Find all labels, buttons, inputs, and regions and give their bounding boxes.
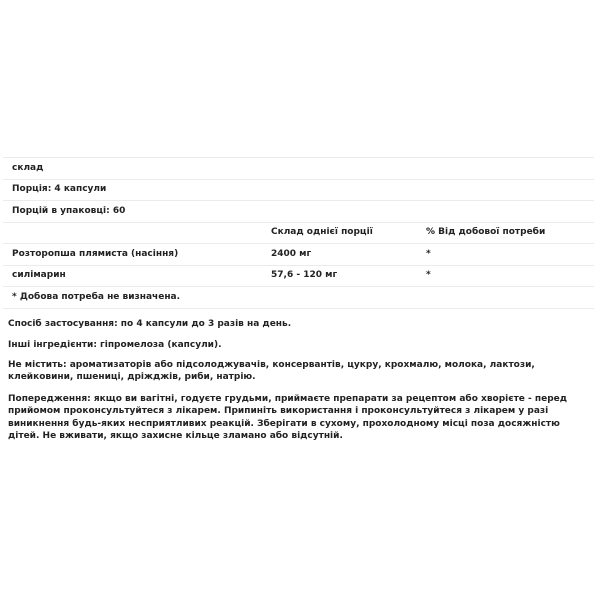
servings-per-container: Порцій в упаковці: 60 <box>3 201 594 223</box>
serving-size: Порція: 4 капсули <box>3 179 594 201</box>
ingredient-name: силімарин <box>3 265 262 287</box>
table-row-servings-per-container <box>3 201 594 223</box>
table-row <box>3 244 594 266</box>
table-row-serving-size <box>3 179 594 201</box>
column-header-daily-value: % Від добової потреби <box>417 222 594 244</box>
warning-paragraph: Попередження: якщо ви вагітні, годуєте грудьми, приймаєте препарати за рецептом або хворієте - перед прийомом проконсультуйтеся з лікарем. Припиніть використання і проконсультуйтеся з лікарем у разі виникнення будь-яких несприятливих реакцій. Зберігати в сухому, прохолодному місці поза досяжністю дітей. Не вживати, якщо захисне кільце зламано або відсутній. <box>8 394 568 441</box>
usage-paragraph: Спосіб застосування: по 4 капсули до 3 разів на день. <box>8 319 292 329</box>
column-header-amount: Склад однієї порції <box>262 222 417 244</box>
table-row-header <box>3 158 594 180</box>
other-ingredients-paragraph: Інші інгредієнти: гіпромелоза (капсули). <box>8 340 222 350</box>
free-from-paragraph: Не містить: ароматизаторів або підсолоджувачів, консервантів, цукру, крохмалю, молока, лактози, клейковини, пшениці, дріжджів, риби, натрію. <box>8 360 535 383</box>
ingredient-amount: 2400 мг <box>262 244 417 266</box>
ingredient-daily-value: * <box>417 244 594 266</box>
facts-footnote: * Добова потреба не визначена. <box>3 287 594 309</box>
ingredient-name: Розторопша плямиста (насіння) <box>3 244 262 266</box>
supplement-facts-table <box>3 157 594 309</box>
facts-header: склад <box>3 158 594 180</box>
table-row-footnote <box>3 287 594 309</box>
ingredient-daily-value: * <box>417 265 594 287</box>
table-header-row <box>3 222 594 244</box>
column-header-ingredient <box>3 222 262 244</box>
ingredient-amount: 57,6 - 120 мг <box>262 265 417 287</box>
table-row <box>3 265 594 287</box>
